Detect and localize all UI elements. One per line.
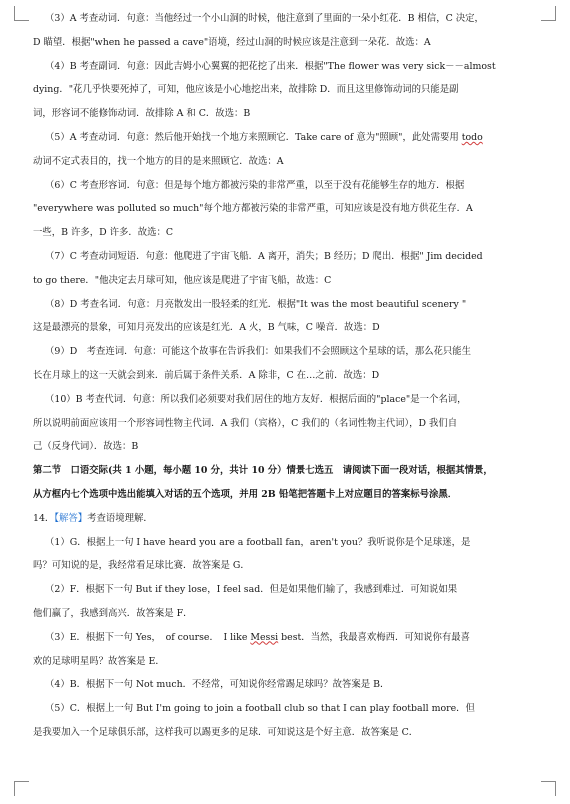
crop-mark-bottom-left <box>14 781 29 796</box>
text-line: 词，形容词不能修饰动词．故排除 A 和 C．故选：B <box>33 108 251 120</box>
text-line: 欢的足球明星吗？故答案是 E． <box>33 655 165 667</box>
text-line: （6）C 考查形容词．句意：但是每个地方都被污染的非常严重，以至于没有花能够生存的地方．根据 <box>45 179 465 191</box>
spellcheck-underline: todo <box>461 131 483 143</box>
crop-mark-top-right <box>541 6 556 21</box>
text-line: 所以说明前面应该用一个形容词性物主代词．A 我们（宾格），C 我们的（名词性物主代词），D 我们自 <box>33 417 458 429</box>
crop-mark-bottom-right <box>541 781 556 796</box>
text-line: 第二节 口语交际(共 1 小题，每小题 10 分，共计 10 分）情景七选五 请阅读下面一段对话，根据其情景， <box>33 465 493 477</box>
text-line: 从方框内七个选项中选出能填入对话的五个选项，并用 2B 铅笔把答题卡上对应题目的答案标号涂黑． <box>33 488 458 500</box>
text-line: 己（反身代词）．故选：B <box>33 441 139 453</box>
text-line: （4）B．根据下一句 Not much．不经常，可知说你经常踢足球吗？故答案是 B． <box>45 679 390 691</box>
text-line: dying．"花几乎快要死掉了，可知，他应该是小心地挖出来，故排除 D．而且这里修饰动词的只能是副 <box>33 84 459 96</box>
text-line: 这是最漂亮的景象，可知月亮发出的应该是红光．A 火，B 气味，C 噪音．故选：D <box>33 322 380 334</box>
text-line: 一些，B 许多，D 许多．故选：C <box>33 227 174 239</box>
text-line: "everywhere was polluted so much"每个地方都被污染的非常严重，可知应该是没有地方供花生存．A <box>33 203 473 215</box>
text-line: （2）F．根据下一句 But if they lose，I feel sad．但是如果他们输了，我感到难过．可知说如果 <box>45 584 458 596</box>
text-line: 动词不定式表目的，找一个地方的目的是来照顾它．故选：A <box>33 155 284 167</box>
text-line: 吗？可知说的是，我经常看足球比赛．故答案是 G． <box>33 560 250 572</box>
text-line: 长在月球上的这一天就会到来．前后属于条件关系．A 除非，C 在…之前．故选：D <box>33 369 380 381</box>
document-body <box>33 7 540 745</box>
text-line: （4）B 考查副词．句意：因此吉姆小心翼翼的把花挖了出来．根据"The flower was very sick－－almost <box>45 60 496 72</box>
text-line: 他们赢了，我感到高兴．故答案是 F． <box>33 607 193 619</box>
text-line: （5）A 考查动词．句意：然后他开始找一个地方来照顾它．Take care of 意为"照顾"，此处需要用 todo <box>45 131 483 143</box>
text-line: （8）D 考查名词．句意：月亮散发出一股轻柔的红光．根据"It was the most beautiful scenery " <box>45 298 467 310</box>
spellcheck-underline: Messi <box>250 631 279 643</box>
answer-tag: 【解答】 <box>54 512 88 524</box>
text-line: （3）E．根据下一句 Yes， of course． I like Messi best．当然，我最喜欢梅西．可知说你有最喜 <box>45 631 471 643</box>
crop-mark-top-left <box>14 6 29 21</box>
text-line: （10）B 考查代词．句意：所以我们必须要对我们居住的地方友好．根据后面的"place"是一个名词， <box>45 393 467 405</box>
text-line: 14．【解答】考查语境理解． <box>33 512 153 524</box>
text-line: （7）C 考查动词短语．句意：他爬进了宇宙飞船．A 离开，消失；B 经历；D 爬出．根据" Jim decided <box>45 250 483 262</box>
text-line: （5）C．根据上一句 But I'm going to join a football club so that I can play football more．但 <box>45 703 475 715</box>
text-line: （3）A 考查动词．句意：当他经过一个小山洞的时候，他注意到了里面的一朵小红花．B 相信，C 决定， <box>45 13 484 24</box>
text-line: （9）D 考查连词．句意：可能这个故事在告诉我们：如果我们不会照顾这个星球的话，那么花只能生 <box>45 346 471 358</box>
text-line: D 瞄望．根据"when he passed a cave"语境，经过山洞的时候应该是注意到一朵花．故选：A <box>33 36 431 48</box>
text-line: 是我要加入一个足球俱乐部，这样我可以踢更多的足球．可知说这是个好主意．故答案是 C． <box>33 726 419 738</box>
text-line: to go there．"他决定去月球可知，他应该是爬进了宇宙飞船，故选：C <box>33 274 332 286</box>
text-line: （1）G．根据上一句 I have heard you are a football fan，aren't you？我听说你是个足球迷，是 <box>45 536 471 548</box>
